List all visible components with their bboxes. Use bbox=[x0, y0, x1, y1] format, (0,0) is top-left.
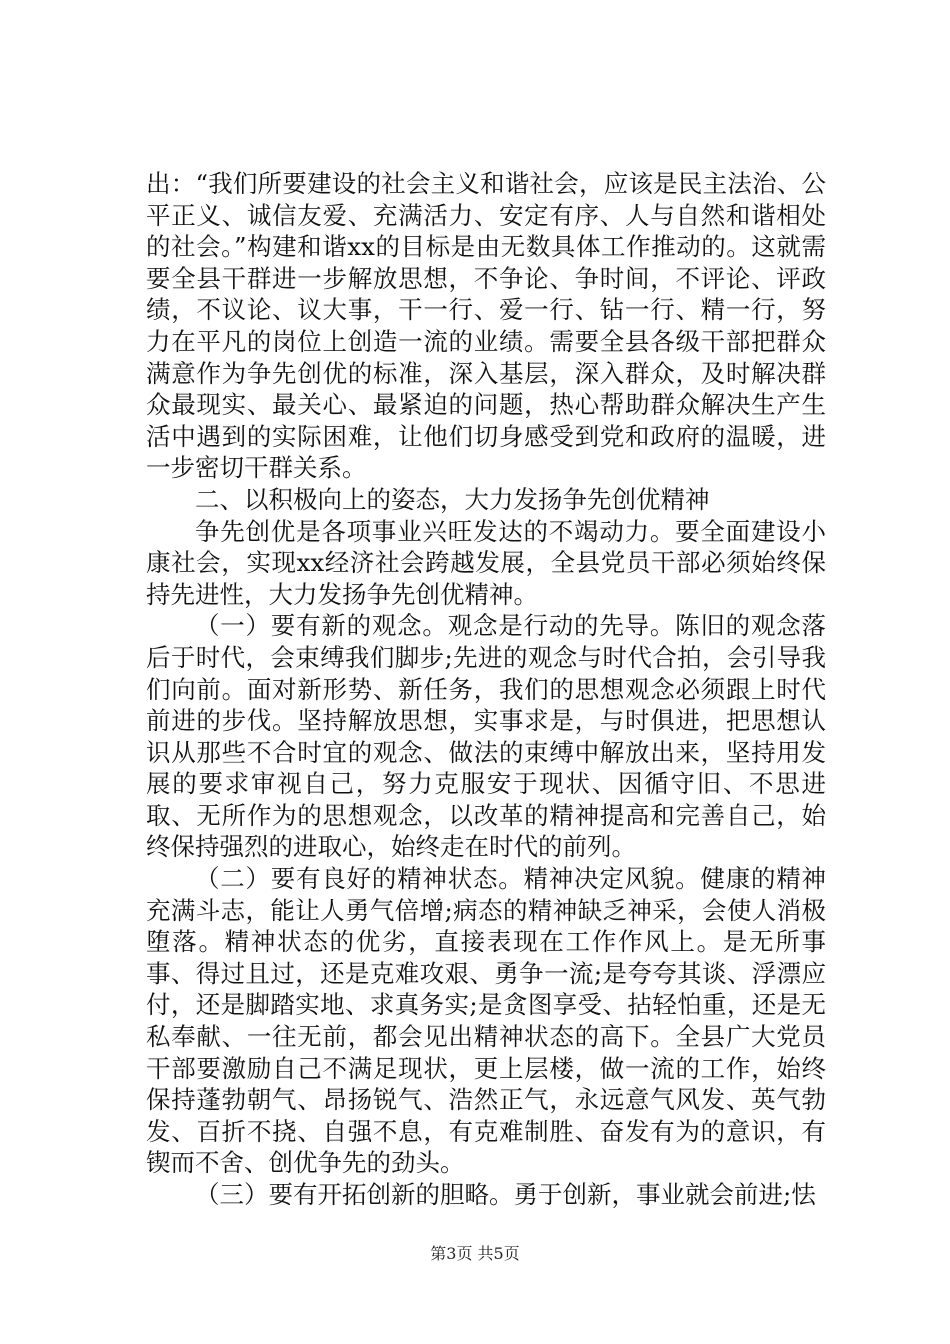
paragraph: 争先创优是各项事业兴旺发达的不竭动力。要全面建设小康社会，实现xx经济社会跨越发展，全县党员干部必须始终保持先进性，大力发扬争先创优精神。 bbox=[146, 516, 826, 609]
paragraph: 出：“我们所要建设的社会主义和谐社会，应该是民主法治、公平正义、诚信友爱、充满活力、安定有序、人与自然和谐相处的社会。”构建和谐xx的目标是由无数具体工作推动的。这就需要全县干群进一步解放思想，不争论、争时间，不评论、评政绩，不议论、议大事，干一行、爱一行、钻一行、精一行，努力在平凡的岗位上创造一流的业绩。需要全县各级干部把群众满意作为争先创优的标准，深入基层，深入群众，及时解决群众最现实、最关心、最紧迫的问题，热心帮助群众解决生产生活中遇到的实际困难，让他们切身感受到党和政府的温暖，进一步密切干群关系。 bbox=[146, 169, 826, 483]
paragraph: （一）要有新的观念。观念是行动的先导。陈旧的观念落后于时代，会束缚我们脚步;先进的观念与时代合拍，会引导我们向前。面对新形势、新任务，我们的思想观念必须跟上时代前进的步伐。坚持解放思想，实事求是，与时俱进，把思想认识从那些不合时宜的观念、做法的束缚中解放出来，坚持用发展的要求审视自己，努力克服安于现状、因循守旧、不思进取、无所作为的思想观念，以改革的精神提高和完善自己，始终保持强烈的进取心，始终走在时代的前列。 bbox=[146, 611, 826, 862]
paragraph: （三）要有开拓创新的胆略。勇于创新，事业就会前进;怯 bbox=[195, 1180, 816, 1209]
body-text bbox=[146, 168, 826, 1211]
paragraph: （二）要有良好的精神状态。精神决定风貌。健康的精神充满斗志，能让人勇气倍增;病态的精神缺乏神采，会使人消极堕落。精神状态的优劣，直接表现在工作作风上。是无所事事、得过且过，还是克难攻艰、勇争一流;是夸夸其谈、浮漂应付，还是脚踏实地、求真务实;是贪图享受、拈轻怕重，还是无私奉献、一往无前，都会见出精神状态的高下。全县广大党员干部要激励自己不满足现状，更上层楼，做一流的工作，始终保持蓬勃朝气、昂扬锐气、浩然正气，永远意气风发、英气勃发、百折不挠、自强不息，有克难制胜、奋发有为的意识，有锲而不舍、创优争先的劲头。 bbox=[146, 864, 826, 1178]
section-heading: 二、以积极向上的姿态，大力发扬争先创优精神 bbox=[195, 484, 710, 514]
page-footer: 第3页 共5页 bbox=[430, 1244, 520, 1263]
